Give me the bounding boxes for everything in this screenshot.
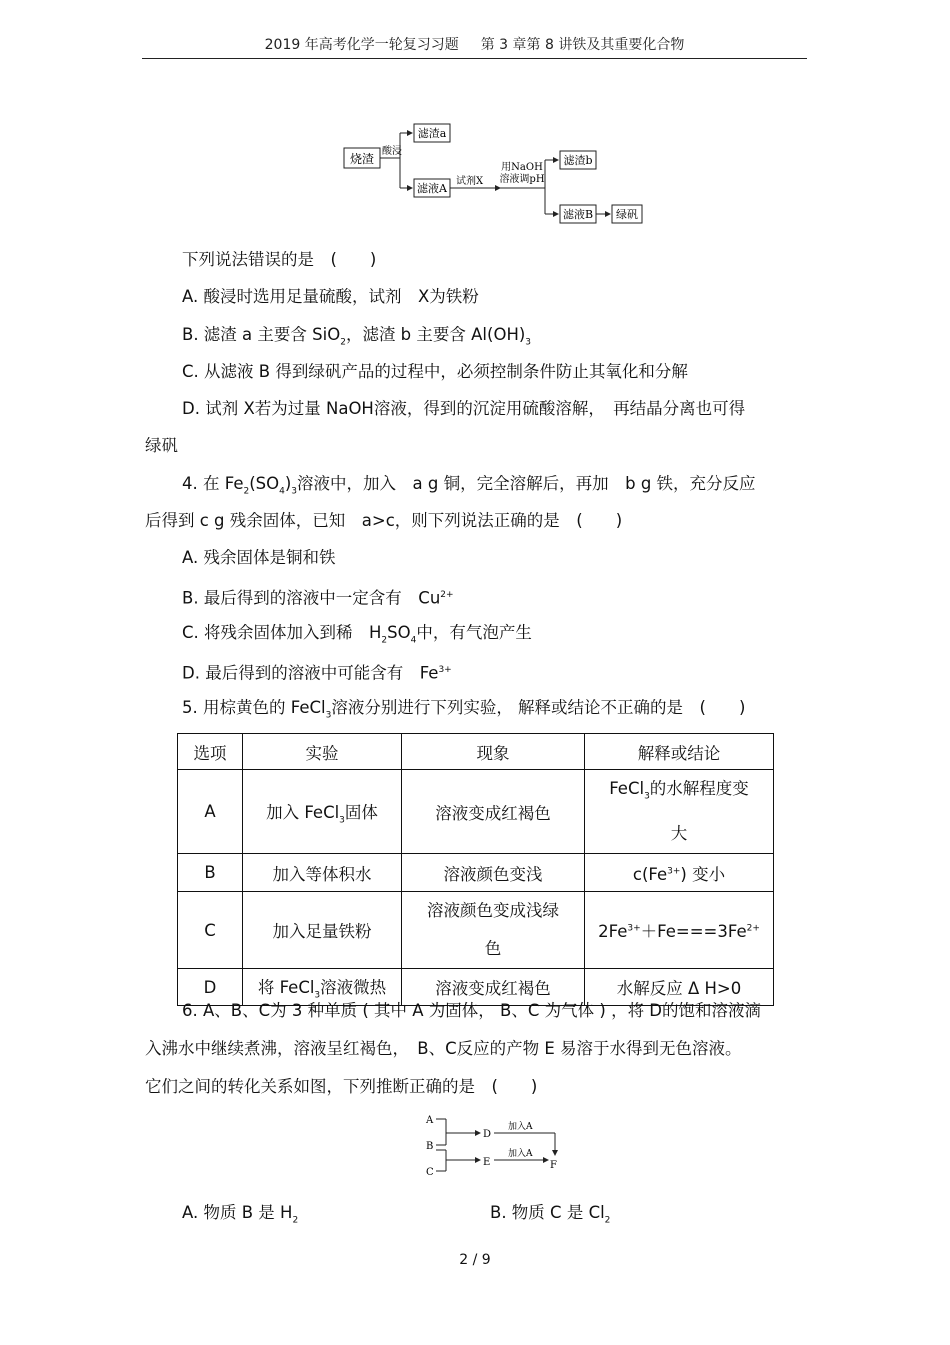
flow-product-label: 绿矾 — [616, 208, 638, 221]
q4-option-a: A. 残余固体是铜和铁 — [182, 548, 336, 567]
page-header — [142, 34, 807, 59]
table-cell-option: A — [178, 770, 243, 854]
table-cell-phenomenon: 溶液变成红褐色 — [402, 969, 585, 1006]
table-cell-option: C — [178, 892, 243, 969]
q6-stem-line3: 它们之间的转化关系如图，下列推断正确的是 ( ) — [145, 1077, 538, 1096]
q6-stem-line1: 6. A、B、C为 3 种单质 ( 其中 A 为固体， B、C 为气体 ) ，将 D的饱和溶液滴 — [182, 1001, 762, 1020]
q6-option-b: B. 物质 C 是 $Cl_2$ — [490, 1203, 611, 1226]
page-number: 2 / 9 — [459, 1252, 491, 1268]
flow-start-label: 烧渣 — [349, 152, 375, 166]
table-cell-conclusion: $2Fe^{3+}+Fe===3Fe^{2+}$ — [585, 892, 774, 969]
q4-option-c: C. 将残余固体加入到稀 $H_2SO_4$中，有气泡产生 — [182, 623, 532, 646]
q4-option-b: B. 最后得到的溶液中一定含有 $Cu^{2+}$ — [182, 588, 454, 608]
node-E: E — [483, 1157, 491, 1168]
node-F: F — [550, 1160, 557, 1171]
node-B: B — [426, 1141, 434, 1152]
flow-step-label: 酸浸 — [382, 146, 402, 157]
q3-stem: 下列说法错误的是 ( ) — [182, 250, 377, 269]
flow-residue-b-label: 滤渣b — [563, 154, 593, 167]
q3-option-d-line1: D. 试剂 X若为过量 NaOH溶液，得到的沉淀用硫酸溶解， 再结晶分离也可得 — [182, 399, 746, 418]
table-cell-experiment: 将 FeCl$_3$溶液微热 — [243, 969, 402, 1006]
table-cell-option: D — [178, 969, 243, 1006]
table-cell-conclusion: FeCl$_3$的水解程度变 大 — [585, 770, 774, 854]
conversion-diagram — [420, 1110, 570, 1176]
header-title: 2019 年高考化学一轮复习习题 — [264, 37, 459, 53]
table-cell-conclusion: 水解反应 Δ H>0 — [585, 969, 774, 1006]
table-header-cell: 现象 — [402, 734, 585, 770]
table-cell-phenomenon: 溶液颜色变浅 — [402, 854, 585, 892]
q3-option-c: C. 从滤液 B 得到绿矾产品的过程中，必须控制条件防止其氧化和分解 — [182, 362, 688, 381]
table-header-row — [178, 734, 774, 770]
q3-option-d-line2: 绿矾 — [145, 436, 178, 455]
q3-option-a: A. 酸浸时选用足量硫酸，试剂 X为铁粉 — [182, 287, 479, 306]
table-cell-experiment: 加入等体积水 — [243, 854, 402, 892]
q4-stem-line1: 4. 在 $Fe_2(SO_4)_3$溶液中，加入 a g 铜，完全溶解后，再加 b g 铁，充分反应 — [182, 474, 756, 497]
header-chapter: 第 3 章第 8 讲铁及其重要化合物 — [480, 37, 685, 53]
table-cell-phenomenon: 溶液变成红褐色 — [402, 770, 585, 854]
table-cell-experiment: 加入 FeCl$_3$固体 — [243, 770, 402, 854]
arrow-label-add-a-2: 加入A — [508, 1149, 533, 1159]
node-A: A — [426, 1115, 434, 1126]
table-header-cell: 选项 — [178, 734, 243, 770]
table-cell-experiment: 加入足量铁粉 — [243, 892, 402, 969]
flow-reagent-label: 试剂X — [456, 176, 484, 187]
table-row — [178, 854, 774, 892]
table-cell-phenomenon: 溶液颜色变成浅绿 色 — [402, 892, 585, 969]
flow-filtrate-b-label: 滤液B — [562, 208, 594, 221]
q6-option-a: A. 物质 B 是 $H_2$ — [182, 1203, 299, 1226]
table-row — [178, 770, 774, 854]
flow-filtrate-a-label: 滤液A — [417, 182, 447, 195]
node-C: C — [426, 1167, 434, 1176]
q4-option-d: D. 最后得到的溶液中可能含有 $Fe^{3+}$ — [182, 663, 452, 683]
table-cell-conclusion: $c(Fe^{3+})$ 变小 — [585, 854, 774, 892]
table-header-cell: 实验 — [243, 734, 402, 770]
flow-residue-a-label: 滤渣a — [417, 127, 447, 140]
table-row — [178, 892, 774, 969]
table-cell-option: B — [178, 854, 243, 892]
table-header-cell: 解释或结论 — [585, 734, 774, 770]
q5-stem: 5. 用棕黄色的 FeCl$_3$溶液分别进行下列实验， 解释或结论不正确的是 ( ) — [182, 698, 746, 721]
process-flowchart — [340, 118, 650, 230]
flow-adjust-line1: 用NaOH — [501, 162, 543, 173]
node-D: D — [483, 1129, 492, 1140]
q3-option-b: B. 滤渣 a 主要含 SiO$_2$，滤渣 b 主要含 $Al(OH)_3$ — [182, 325, 532, 348]
flow-adjust-line2: 溶液调pH — [499, 174, 545, 185]
q6-stem-line2: 入沸水中继续煮沸，溶液呈红褐色， B、C反应的产物 E 易溶于水得到无色溶液。 — [145, 1039, 742, 1058]
arrow-label-add-a-1: 加入A — [508, 1122, 533, 1132]
q4-stem-line2: 后得到 c g 残余固体，已知 a>c，则下列说法正确的是 ( ) — [145, 511, 623, 530]
q5-table — [177, 733, 774, 1006]
